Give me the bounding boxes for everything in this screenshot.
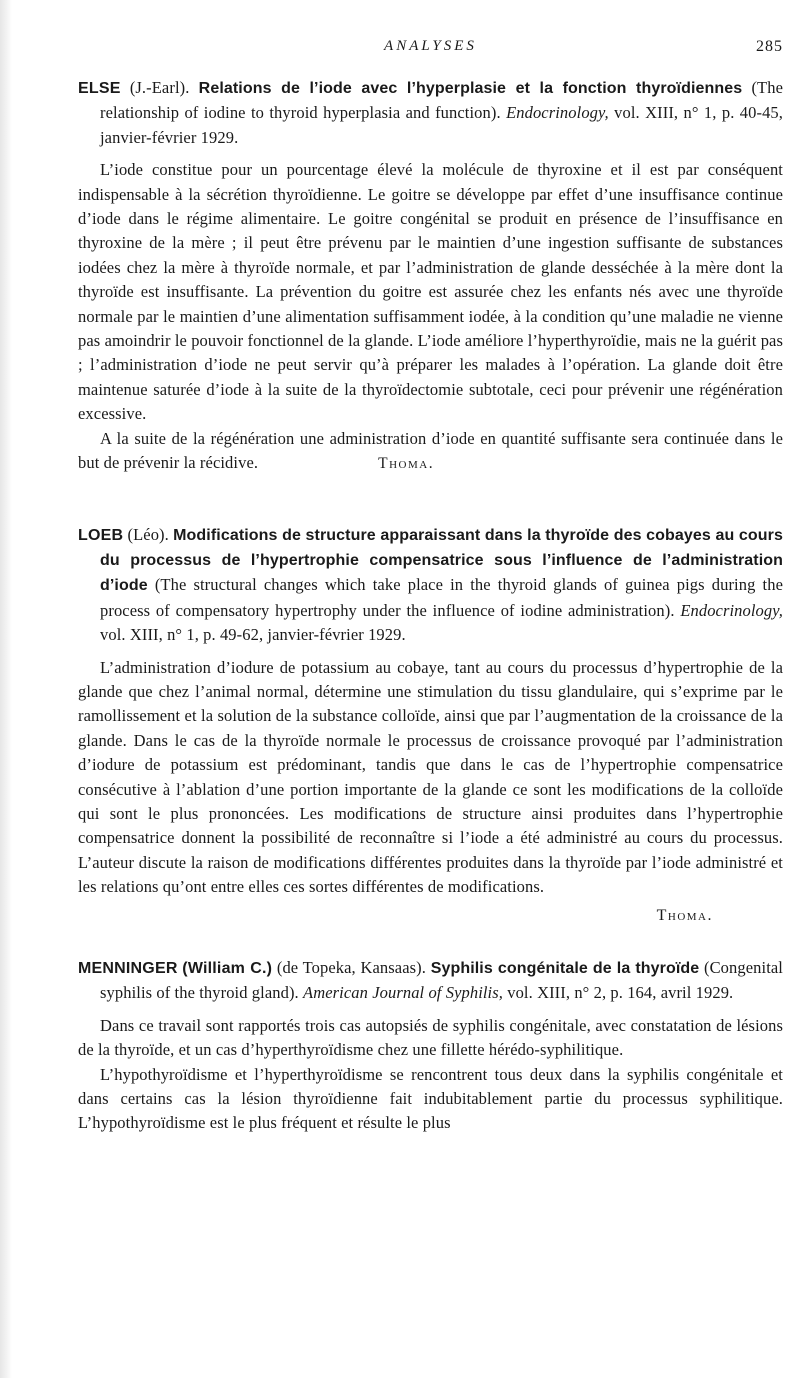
author-detail: (William C.) <box>182 960 273 977</box>
abstract-paragraph: L’administration d’iodure de potassium au cobaye, tant au cours du processus d’hypertrophie de la glande que chez l’animal normal, détermine une stimulation du tissu glandulaire, qui s’exprime par le ramollissement et la solution de la substance colloïde, ainsi que par l’augmentation de la croissance de la glande. Dans le cas de la thyroïde normale le processus de croissance provoqué par l’administration d’iodure de potassium est prédominant, tandis que dans le cas de l’hypertrophie compensatrice consécutive à l’ablation d’une portion importante de la glande ce sont les modifications de la colloïde qui sont le plus prononcées. Les modifications de structure ainsi produites dans l’hypertrophie compensatrice donnent la possibilité de reconnaître si l’iode a été administré au cours du processus. L’auteur discute la raison de modifications différentes produites dans la thyroïde par l’iode administré et les relations qu’ont entre elles ces sortes différentes de modifications. <box>78 657 783 897</box>
running-head <box>78 38 783 66</box>
entry-heading <box>78 523 783 648</box>
article-title: Relations de l’iode avec l’hyperplasie et la fonction thyroïdiennes <box>198 80 743 97</box>
reviewer-signature: Thoma. <box>656 906 713 924</box>
abstract-entry-loeb <box>78 523 783 929</box>
citation: vol. XIII, n° 1, p. 40-45, janvier-février 1929. <box>100 103 783 147</box>
reviewer-signature-line <box>78 904 783 928</box>
abstract-entry-menninger <box>78 956 783 1136</box>
author-place: (de Topeka, Kansaas). <box>276 958 426 977</box>
author-name: MENNINGER <box>78 960 178 977</box>
author-name: LOEB <box>78 526 124 544</box>
reviewer-signature: Thoma. <box>378 455 435 473</box>
abstract-entry-else <box>78 76 783 477</box>
article-title: Modifications de structure apparaissant dans la thyroïde des cobayes au cours du processus de l’hypertrophie compensatrice sous l’influence de l’administration d’iode <box>100 526 783 595</box>
entry-heading <box>78 76 783 150</box>
abstract-paragraph <box>78 427 783 477</box>
abstract-paragraph: L’hypothyroïdisme et l’hyperthyroïdisme se rencontrent tous deux dans la syphilis congénitale et dans certains cas la lésion thyroïdienne fait indubitablement partie du processus syphilitique. L’hypothyroïdisme est le plus fréquent et résulte le plus <box>78 1064 783 1133</box>
page-number: 285 <box>756 38 783 55</box>
journal-name: Endocrinology, <box>506 103 609 123</box>
title-translation: (The relationship of iodine to thyroid hyperplasia and function). <box>100 78 784 123</box>
author-detail: (J.-Earl). <box>129 78 190 97</box>
citation: vol. XIII, n° 1, p. 49-62, janvier-février 1929. <box>100 625 406 645</box>
title-translation: (The structural changes which take place in the thyroid glands of guinea pigs during the process of compensatory hypertrophy under the influence of iodine administration). <box>100 575 783 620</box>
article-title: Syphilis congénitale de la thyroïde <box>430 960 700 977</box>
citation: vol. XIII, n° 2, p. 164, avril 1929. <box>507 983 734 1003</box>
author-name: ELSE <box>78 80 121 97</box>
running-title: ANALYSES <box>384 38 477 54</box>
abstract-paragraph: Dans ce travail sont rapportés trois cas autopsiés de syphilis congénitale, avec constatation de lésions de la thyroïde, et un cas d’hyperthyroïdisme chez une fillette hérédo-syphilitique. <box>78 1015 783 1060</box>
abstract-paragraph: L’iode constitue pour un pourcentage élevé la molécule de thyroxine et il est par conséquent indispensable à la sécrétion thyroïdienne. Le goitre se développe par effet d’une insuffisance continue d’iode dans le régime alimentaire. Le goitre congénital se produit en présence de l’insuffisance en thyroxine de la mère ; il peut être prévenu par le maintien d’une ingestion suffisante de substances iodées chez la mère à thyroïde normale, et par l’administration de glande desséchée à la mère dont la thyroïde est insuffisante. La prévention du goitre est assurée chez les enfants nés avec une thyroïde normale par le maintien d’une alimentation suffisamment iodée, à la condition qu’une maladie ne vienne pas amoindrir le pouvoir fonctionnel de la glande. L’iode améliore l’hyperthyroïdie, mais ne la guérit pas ; l’administration d’iode ne peut servir qu’à préparer les malades à l’opération. La glande doit être maintenue saturée d’iode à la suite de la thyroïdectomie subtotale, ceci pour prévenir une régénération excessive. <box>78 160 783 424</box>
journal-name: American Journal of Syphilis, <box>303 983 503 1003</box>
title-translation: (Congenital syphilis of the thyroid gland). <box>100 958 783 1003</box>
entry-heading <box>78 956 783 1006</box>
author-detail: (Léo). <box>127 524 169 544</box>
journal-name: Endocrinology, <box>680 600 783 620</box>
journal-page <box>78 38 783 1136</box>
abstract-paragraph-text: A la suite de la régénération une administration d’iode en quantité suffisante sera continuée dans le but de prévenir la récidive. <box>78 428 783 473</box>
page-gutter-shadow <box>0 0 12 1378</box>
